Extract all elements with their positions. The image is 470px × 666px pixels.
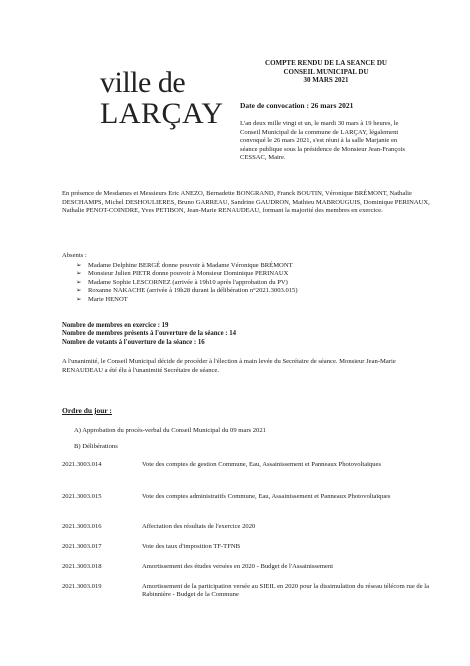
deliberation-label: Affectation des résultats de l'exercice 2020 (142, 523, 256, 530)
deliberation-label: Vote des taux d'imposition TF-TFNB (142, 543, 241, 550)
arrow-bullet-icon: ➢ (76, 278, 82, 286)
deliberation-number: 2021.3003.017 (62, 543, 102, 550)
absent-item: ➢ Marie HENOT (76, 295, 128, 303)
title-line2: CONSEIL MUNICIPAL DU (283, 67, 369, 76)
count-exercice: Nombre de membres en exercice : 19 (62, 322, 169, 329)
document-title (236, 59, 416, 85)
deliberation-number: 2021.3003.019 (62, 583, 102, 590)
title-line3: 30 MARS 2021 (303, 76, 349, 84)
deliberation-number: 2021.3003.014 (62, 461, 102, 468)
title-line1: COMPTE RENDU DE LA SEANCE DU (265, 59, 387, 67)
absent-item: ➢ Monsieur Julien PIETR donne pouvoir à Monsieur Dominique PERINAUX (76, 270, 289, 278)
arrow-bullet-icon: ➢ (76, 287, 82, 295)
arrow-bullet-icon: ➢ (76, 270, 82, 278)
convocation-date: Date de convocation : 26 mars 2021 (240, 101, 354, 110)
presence-paragraph: En présence de Mesdames et Messieurs Eric ANEZO, Bernadette BONGRAND, Franck BOUTIN, Véronique BRÉMONT, Nathalie DESCHAMPS, Michel DESHOULIERES, Bruno GARREAU, Sandrine GAUDRON, Mathieu MABROUGUIS, Dominique PERINAUX, Nathalie PENOT-COINDRE, Yves PETIBON, Jean-Marie RENAUDEAU, formant la majorité des membres en exercice. (62, 190, 430, 215)
arrow-bullet-icon: ➢ (76, 262, 82, 269)
agenda-title: Ordre du jour : (62, 406, 112, 415)
agenda-item-b: B) Délibérations (74, 443, 118, 450)
absent-item: ➢ Madame Sophie LESCORNEZ (arrivée à 19h10 après l'approbation du PV) (76, 278, 288, 286)
absents-label: Absents : (62, 252, 87, 259)
deliberation-number: 2021.3003.018 (62, 563, 102, 570)
town-logo (100, 66, 224, 134)
arrow-bullet-icon: ➢ (76, 295, 82, 303)
logo-line2: LARÇAY (100, 97, 224, 130)
count-presents: Nombre de membres présents à l'ouverture de la séance : 14 (62, 330, 237, 338)
agenda-item-a: A) Approbation du procès-verbal du Conseil Municipal du 09 mars 2021 (74, 427, 266, 434)
deliberation-number: 2021.3003.015 (62, 493, 102, 500)
absent-item: ➢ Madame Delphine BERGÉ donne pouvoir à Madame Véronique BRÉMONT (76, 262, 293, 269)
logo-line1: ville de (100, 66, 186, 99)
deliberation-label: Vote des comptes administratifs Commune, Eau, Assainissement et Panneaux Photovoltaïques (142, 493, 391, 500)
absents-list (76, 262, 298, 304)
deliberation-label: Vote des comptes de gestion Commune, Eau, Assainissement et Panneaux Photovoltaïques (142, 461, 382, 468)
deliberation-label: Amortissement des études versées en 2020 - Budget de l'Assainissement (142, 563, 334, 570)
deliberation-number: 2021.3003.016 (62, 523, 102, 530)
secretary-election-paragraph: A l'unanimité, le Conseil Municipal décide de procéder à l'élection à main levée du Secrétaire de séance. Monsieur Jean-Marie RENAUDEAU a été élu à l'unanimité Secrétaire de séance. (62, 358, 396, 374)
deliberation-label: Amortissement de la participation versée au SIEIL en 2020 pour la dissimulation du réseau télécom rue de la Rabinnière - Budget de la Commune (142, 583, 430, 599)
count-votants: Nombre de votants à l'ouverture de la séance : 16 (62, 338, 205, 346)
intro-paragraph: L'an deux mille vingt et un, le mardi 30 mars à 19 heures, le Conseil Municipal de la commune de LARÇAY, légalement convoqué le 26 mars 2021, s'est réuni à la salle Marjanie en séance publique sous la présidence de Monsieur Jean-François CESSAC, Maire. (240, 120, 405, 162)
member-counts (62, 322, 236, 347)
absent-item: ➢ Roxanne NAKACHE (arrivée à 19h28 durant la délibération n°2021.3003.015) (76, 287, 298, 295)
